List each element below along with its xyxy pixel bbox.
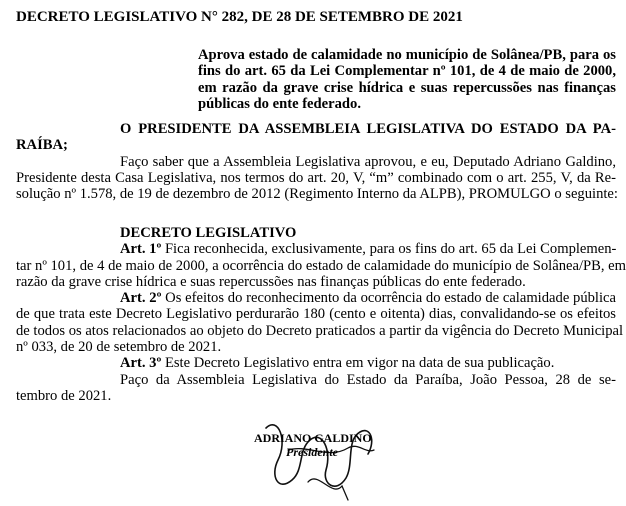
article-2-line: Art. 2º Os efeitos do reconhecimento da ocorrência do estado de calamidade pública	[120, 290, 616, 307]
article-1-line: razão da grave crise hídrica e suas repercussões nas finanças públicas do ente federado.	[16, 273, 526, 290]
preamble-heading-end: RAÍBA;	[16, 137, 68, 154]
ementa: Aprova estado de calamidade no município de Solânea/PB, para os fins do art. 65 da Lei Complementar nº 101, de 4 de maio de 2000, em razão da grave crise hídrica e suas repercussões nas finanças públicas do ente federado.	[198, 47, 616, 112]
decree-heading: DECRETO LEGISLATIVO	[120, 225, 297, 241]
article-3-line: Art. 3º Este Decreto Legislativo entra em vigor na data de sua publicação.	[120, 355, 555, 372]
article-label: Art. 3º	[120, 355, 162, 372]
article-2-line: de todos os atos relacionados ao objeto do Decreto praticados a partir da vigência do Decreto Municipal	[16, 322, 624, 339]
preamble-heading: O PRESIDENTE DA ASSEMBLEIA LEGISLATIVA DO ESTADO DA PA-	[120, 121, 616, 137]
signatory-name: ADRIANO GALDINO	[254, 431, 372, 445]
article-2-line: de que trata este Decreto Legislativo perdurarão 180 (cento e oitenta) dias, convalidando-se os efeitos	[16, 306, 616, 323]
closing-line: tembro de 2021.	[16, 387, 112, 404]
article-2-line: nº 033, de 20 de setembro de 2021.	[16, 339, 222, 356]
preamble-text-line: solução nº 1.578, de 19 de dezembro de 2012 (Regimento Interno da ALPB), PROMULGO o seguinte:	[16, 186, 618, 203]
preamble-text-line: Presidente desta Casa Legislativa, nos termos do art. 20, V, “m” combinado com o art. 255, V, da Re-	[16, 169, 616, 186]
article-label: Art. 1º	[120, 241, 162, 258]
article-1-line: Art. 1º Fica reconhecida, exclusivamente, para os fins do art. 65 da Lei Complemen-	[120, 241, 617, 258]
closing-line: Paço da Assembleia Legislativa do Estado da Paraíba, João Pessoa, 28 de se-	[120, 371, 616, 388]
signatory-role: Presidente	[286, 445, 338, 459]
preamble-text-line: Faço saber que a Assembleia Legislativa aprovou, e eu, Deputado Adriano Galdino,	[120, 153, 616, 170]
article-label: Art. 2º	[120, 290, 162, 307]
preamble	[16, 121, 616, 202]
article-1-line: tar nº 101, de 4 de maio de 2000, a ocorrência do estado de calamidade do município de Solânea/PB, em	[16, 257, 626, 274]
document-title: DECRETO LEGISLATIVO N° 282, DE 28 DE SETEMBRO DE 2021	[16, 9, 463, 25]
decree-body	[16, 225, 626, 404]
